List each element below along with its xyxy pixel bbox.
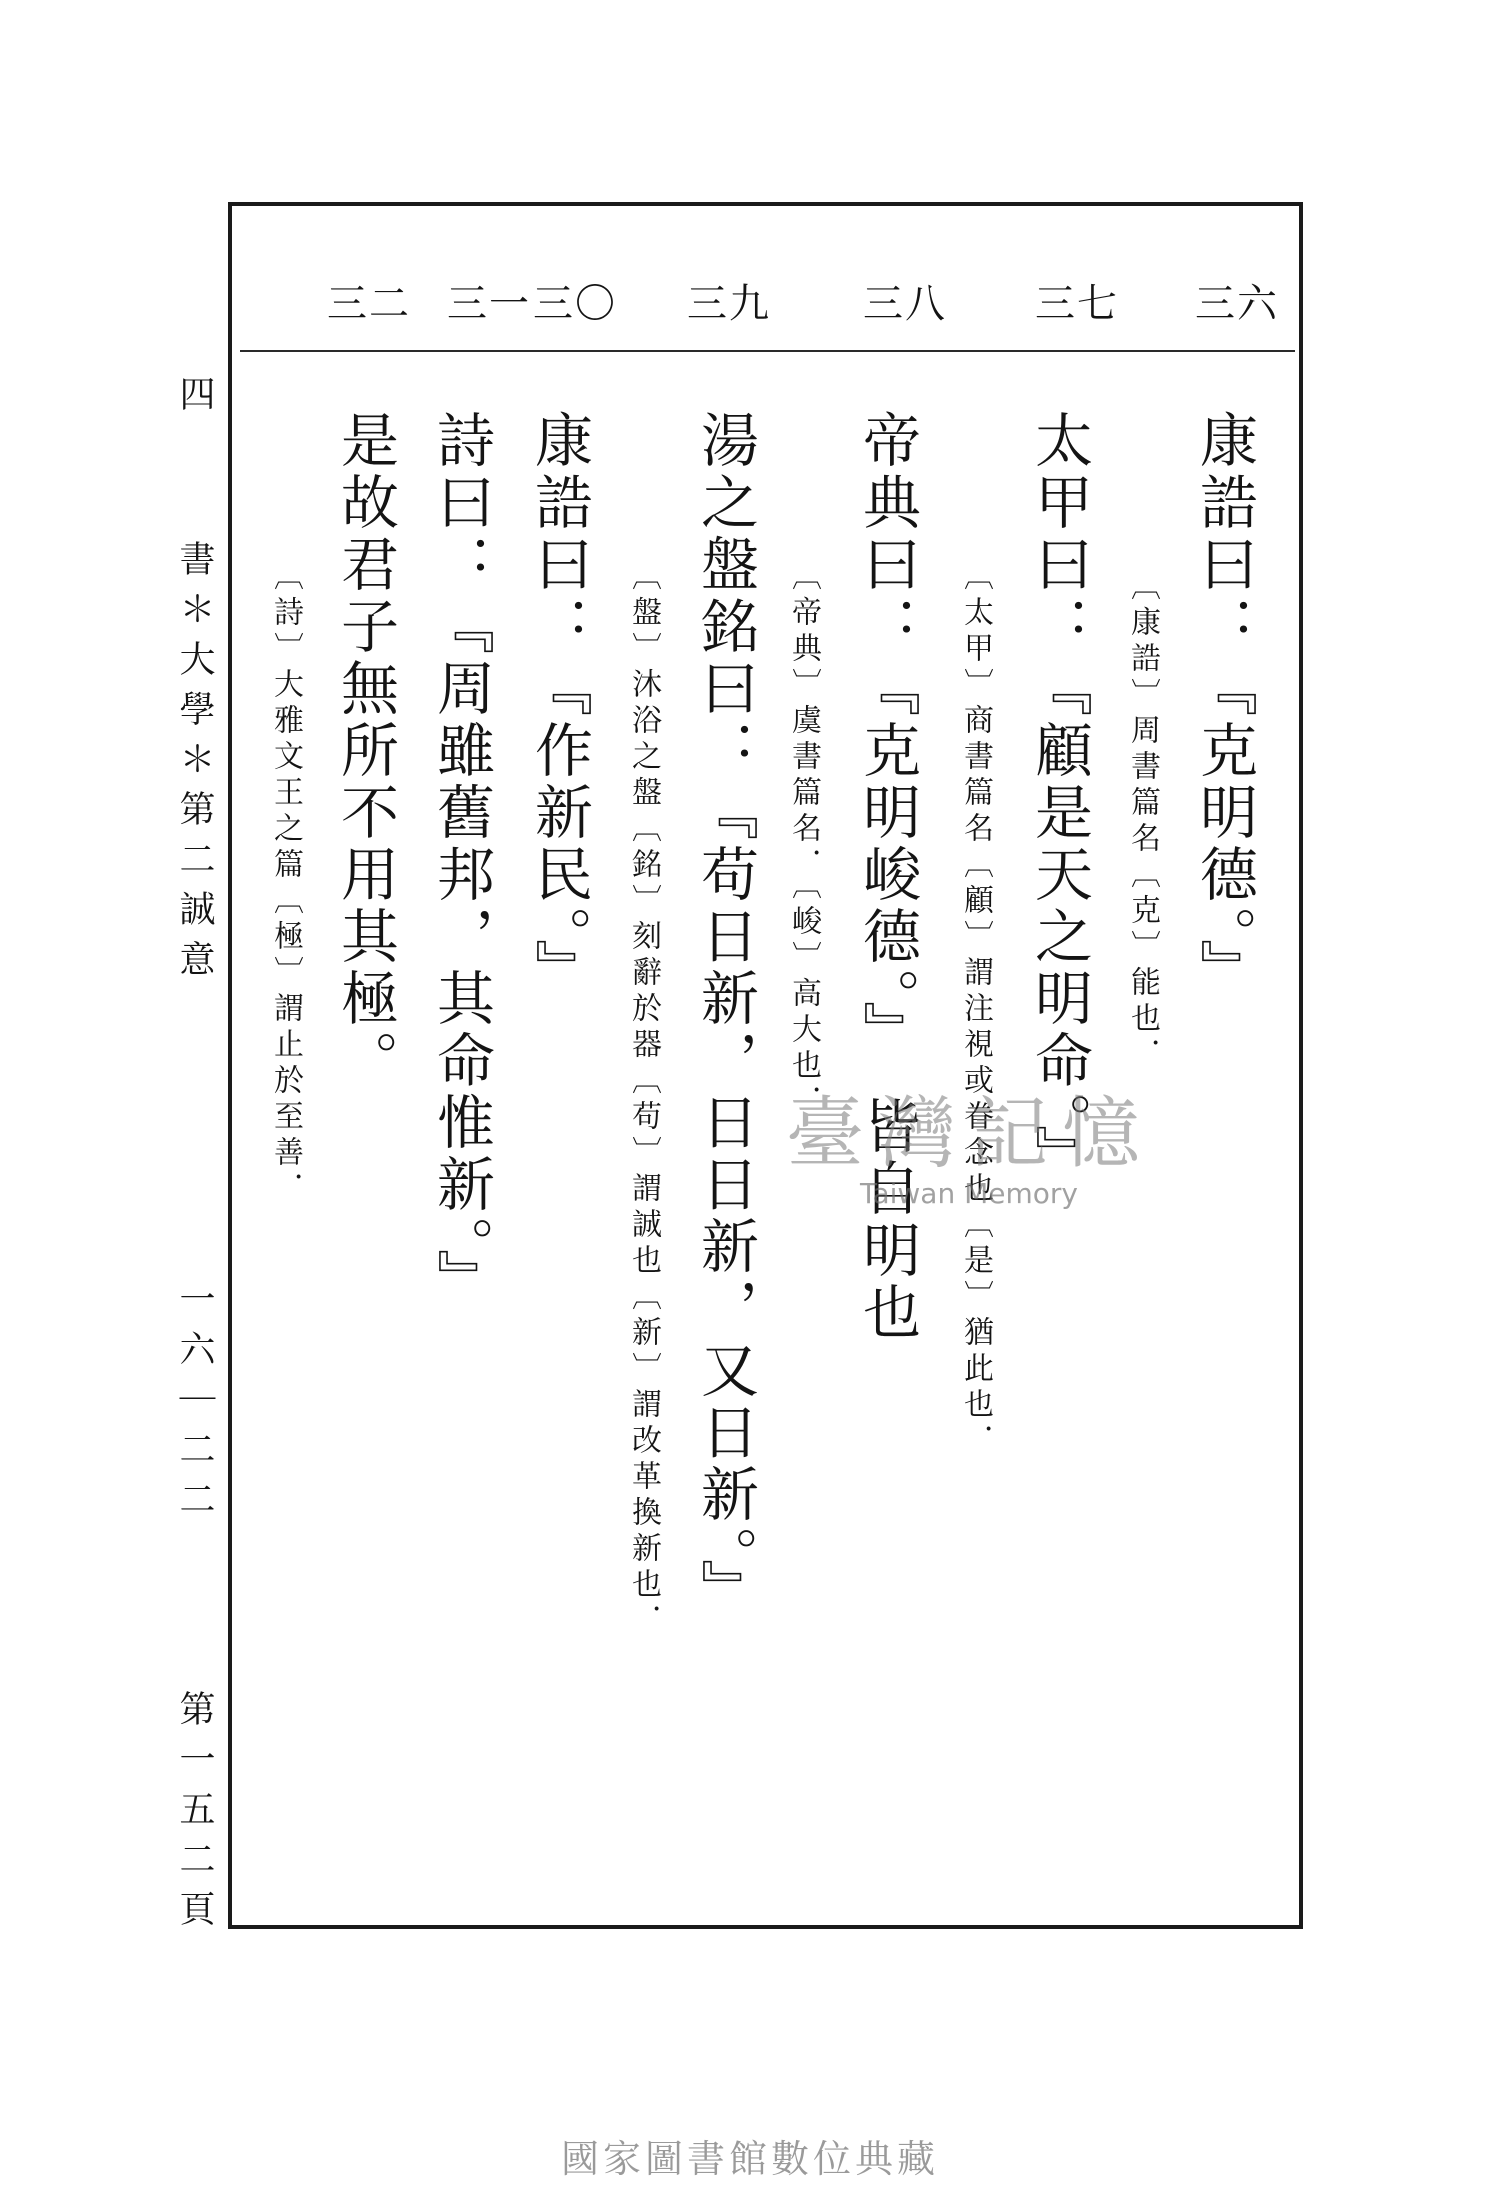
line-number: 三七 — [1035, 281, 1119, 327]
line-number: 三八 — [863, 281, 947, 327]
source-credit: 國家圖書館數位典藏 — [560, 2137, 939, 2181]
watermark-english: Taiwan Memory — [860, 1177, 1078, 1210]
line-number: 三六 — [1195, 281, 1279, 327]
verse-text: 帝典曰：『克明峻德。』 皆自明也 — [853, 410, 921, 1344]
watermark-logo — [740, 1089, 1200, 1210]
watermark-chinese: 臺灣記憶 — [785, 1089, 1154, 1179]
verse-text: 詩曰：『周雖舊邦，其命惟新。』 — [427, 410, 495, 1311]
verse-text: 太甲曰：『顧是天之明命。』 — [1025, 410, 1093, 1187]
verse-text: 康誥曰：『作新民。』 — [525, 410, 593, 1001]
verse-annotation: 〔太甲〕商書篇名〔顧〕謂注視或眷念也〔是〕猶此也． — [958, 560, 993, 1460]
verse-annotation: 〔盤〕沐浴之盤〔銘〕刻辭於器〔苟〕謂誠也〔新〕謂改革換新也． — [626, 560, 661, 1640]
line-number: 三〇 — [533, 281, 617, 327]
line-number: 三二 — [327, 281, 411, 327]
margin-section: 一六｜二二 — [174, 1280, 215, 1530]
verse-text: 是故君子無所不用其極。 — [331, 410, 399, 1092]
verse-annotation: 〔詩〕大雅文王之篇〔極〕謂止於至善． — [268, 560, 303, 1208]
line-number: 三九 — [687, 281, 771, 327]
verse-text: 湯之盤銘曰：『苟日新，日日新，又日新。』 — [691, 410, 759, 1621]
verse-text: 康誥曰：『克明德。』 — [1190, 410, 1258, 1001]
margin-volume: 四 — [174, 375, 215, 425]
margin-title: 書＊大學＊第二誠意 — [174, 540, 215, 990]
verse-annotation: 〔帝典〕虞書篇名．〔峻〕高大也． — [786, 560, 821, 1121]
page-number: 第一五二頁 — [174, 1690, 215, 1940]
verse-annotation: 〔康誥〕周書篇名〔克〕能也． — [1125, 570, 1160, 1074]
header-rule — [240, 350, 1295, 352]
line-number: 三一 — [447, 281, 531, 327]
